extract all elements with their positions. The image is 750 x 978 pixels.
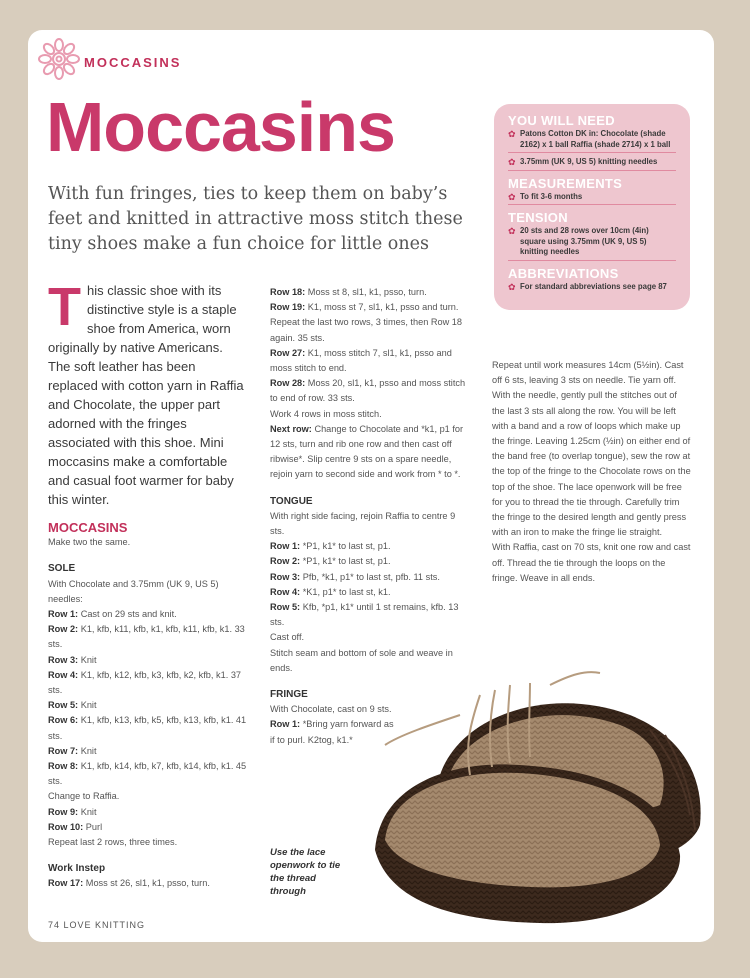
measurements-heading: MEASUREMENTS — [508, 175, 623, 191]
pattern-column-1 — [48, 520, 253, 892]
star-icon: ✿ — [508, 157, 516, 167]
moccasins-heading: MOCCASINS — [48, 520, 128, 535]
page-folio: 74 LOVE KNITTING — [48, 920, 146, 930]
page-title: Moccasins — [46, 88, 395, 166]
need-item: ✿ Patons Cotton DK in: Chocolate (shade 2162) x 1 ball Raffia (shade 2714) x 1 ball — [508, 129, 676, 153]
stitch-note: Stitch seam and bottom of sole and weave in ends. — [270, 647, 453, 673]
abbr-item: ✿ For standard abbreviations see page 87 — [508, 281, 667, 292]
pattern-row: Row 28: Moss 20, sl1, k1, psso and moss stitch to end of row. 33 sts. — [270, 378, 466, 404]
intro-paragraph — [48, 277, 248, 509]
pattern-row: Row 7: Knit — [48, 745, 97, 756]
tie-paragraph: With Raffia, cast on 70 sts, knit one row and cast off. Thread the tie through the loops on the fringe. Weave in all ends. — [492, 542, 691, 583]
photo-caption: Use the lace openwork to tie the thread through — [270, 847, 341, 897]
pattern-row: Row 8: K1, kfb, k14, kfb, k7, kfb, k14, kfb, k1. 45 sts. — [48, 761, 247, 787]
sole-intro: With Chocolate and 3.75mm (UK 9, US 5) needles: — [48, 578, 219, 604]
section-kicker: MOCCASINS — [84, 55, 182, 70]
pattern-row: Row 6: K1, kfb, k13, kfb, k5, kfb, k13, kfb, k1. 41 sts. — [48, 715, 247, 741]
pattern-row: Row 3: Knit — [48, 654, 97, 665]
tension-item: ✿ 20 sts and 28 rows over 10cm (4in) square using 3.75mm (UK 9, US 5) knitting needles — [508, 226, 676, 261]
pattern-column-3 — [492, 358, 692, 586]
pattern-row: Row 4: *K1, p1* to last st, k1. — [270, 586, 391, 597]
pattern-row: Row 18: Moss st 8, sl1, k1, psso, turn. — [270, 287, 427, 297]
pattern-row: Row 2: K1, kfb, k11, kfb, k1, kfb, k11, kfb, k1. 33 sts. — [48, 624, 245, 650]
intro-text: his classic shoe with its distinctive style is a staple shoe from America, worn originally by native Americans. The soft leather has been replaced with cotton yarn in Raffia and Chocolate, the upper part adorned with the fringes associated with this shoe. Mini moccasins make a comfortable and casual foot warmer for baby this winter. — [48, 283, 244, 507]
pattern-row: Row 5: Knit — [48, 700, 97, 711]
pattern-row: Row 3: Pfb, *k1, p1* to last st, pfb. 11 sts. — [270, 571, 440, 582]
tongue-intro: With right side facing, rejoin Raffia to centre 9 sts. — [270, 510, 456, 537]
change-note: Change to Raffia. — [48, 791, 120, 802]
tension-heading: TENSION — [508, 210, 568, 225]
pattern-row: Next row: Change to Chocolate and *k1, p1 for 12 sts, turn and rib one row and then cast off ribwise*. Slip centre 9 sts on a spare needle, rejoin yarn to second side and work from * to *. — [270, 423, 464, 480]
instep-heading: Work Instep — [48, 863, 106, 875]
tongue-heading: TONGUE — [270, 495, 313, 507]
fringe-intro: With Chocolate, cast on 9 sts. — [270, 704, 392, 715]
abbreviations-heading: ABBREVIATIONS — [508, 265, 619, 281]
pattern-row: Row 10: Purl — [48, 821, 103, 832]
pattern-row: Row 1: Cast on 29 sts and knit. — [48, 609, 177, 620]
pattern-row: Row 2: *P1, k1* to last st, p1. — [270, 556, 391, 567]
star-icon: ✿ — [508, 226, 516, 236]
measure-item: ✿ To fit 3-6 months — [508, 192, 676, 206]
you-will-need-box — [494, 104, 690, 310]
pattern-row: Row 19: K1, moss st 7, sl1, k1, psso and turn. Repeat the last two rows, 3 times, then Row 18 again. 35 sts. — [270, 302, 463, 343]
drop-cap: T — [48, 277, 81, 337]
pattern-row: Row 1: *Bring yarn forward as if to purl. K2tog, k1.* — [270, 719, 394, 745]
sole-heading: SOLE — [48, 563, 76, 575]
pattern-row: Row 1: *P1, k1* to last st, p1. — [270, 541, 391, 552]
standfirst: With fun fringes, ties to keep them on baby’s feet and knitted in attractive moss stitch these tiny shoes make a fun choice for little ones — [48, 184, 463, 254]
need-item: ✿ 3.75mm (UK 9, US 5) knitting needles — [508, 157, 676, 171]
work-note: Work 4 rows in moss stitch. — [270, 408, 382, 419]
finishing-paragraph: Repeat until work measures 14cm (5½in). Cast off 6 sts, leaving 3 sts on needle. Tie yarn off. With the needle, gently pull the stitches out of the last 3 sts all along the row. You will be left with a band and a row of loops which make up the fringe. Leaving 1.25cm (½in) on either end of the band free (to overlap tongue), sew the row at the top of the fringe to the Chocolate rows on the top of the shoe. The lace openwork will be free for you to thread the tie through. Carefully trim the fringe to the desired length and gently press with an iron to make the fringe lie straight. — [492, 360, 691, 538]
pattern-row: Row 17: Moss st 26, sl1, k1, psso, turn. — [48, 878, 210, 889]
star-icon: ✿ — [508, 191, 516, 202]
flower-icon — [36, 36, 82, 82]
need-heading: YOU WILL NEED — [508, 113, 615, 128]
pattern-row: Row 9: Knit — [48, 806, 97, 817]
pattern-row: Row 5: Kfb, *p1, k1* until 1 st remains, kfb. 13 sts. — [270, 602, 459, 628]
pattern-row: Row 4: K1, kfb, k12, kfb, k3, kfb, k2, kfb, k1. 37 sts. — [48, 669, 242, 696]
moccasins-photo — [370, 655, 710, 930]
fringe-heading: FRINGE — [270, 689, 308, 701]
pattern-row: Row 27: K1, moss stitch 7, sl1, k1, psso and moss stitch to end. — [270, 347, 452, 374]
repeat-note: Repeat last 2 rows, three times. — [48, 837, 178, 848]
star-icon: ✿ — [508, 129, 516, 139]
make-note: Make two the same. — [48, 537, 131, 548]
castoff-note: Cast off. — [270, 632, 305, 643]
star-icon: ✿ — [508, 281, 516, 292]
